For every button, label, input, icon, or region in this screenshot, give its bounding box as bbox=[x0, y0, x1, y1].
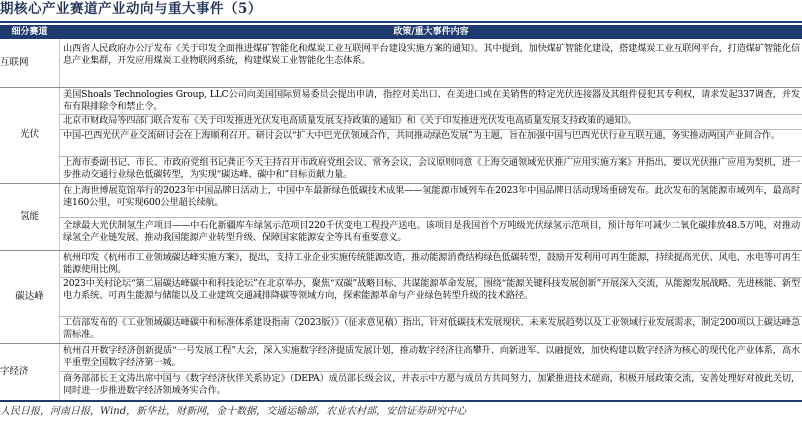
row-divider bbox=[60, 371, 802, 372]
section-divider bbox=[0, 250, 802, 251]
category-photovoltaic: 光伏 bbox=[19, 129, 39, 140]
category-industrial-internet: 互联网 bbox=[0, 57, 29, 68]
table-row: 山西省人民政府办公厅发布《关于印发全面推进煤矿智能化和煤炭工业互联网平台建设实施方案的通知》。其中提到，加快煤矿智能化建设，搭建煤炭工业互联网平台，打造煤矿智能化信息产业集群，开发应用煤炭工业物联网系统，构建煤炭工业智能化生态体系。 bbox=[63, 43, 800, 66]
table-row: 北京市财政局等四部门联合发布《关于印发推进光伏发电高质量发展支持政策的通知》和《关于印发推进光伏发电高质量发展支持政策的通知》。 bbox=[63, 115, 637, 126]
header-content: 政策/重大事件内容 bbox=[393, 27, 469, 37]
column-divider bbox=[59, 39, 60, 400]
table-row: 杭州印发《杭州市工业领域碳达峰实施方案》，提出，支持工业企业实施传统能源改造，推动能源消费结构绿色低碳转型，鼓励开发利用可再生能源，持续提高光伏、风电、水电等可再生能源使用比例。 bbox=[63, 252, 800, 275]
row-divider bbox=[60, 217, 802, 218]
source-note: 人民日报，河南日报，Wind，新华社，财新网，金十数据，交通运输部，农业农村部，安信证券研究中心 bbox=[0, 406, 467, 417]
table-row: 商务部部长王文涛出席中国与《数字经济伙伴关系协定》（DEPA）成员部长级会议，并表示中方愿与成员方共同努力，加紧推进技术磋商，积极开展政策交流，安善处理好对彼此关切，同时进一步推进数字经济领域务实合作。 bbox=[63, 373, 800, 396]
table-row: 上海市委副书记、市长、市政府党组书记龚正今天主持召开市政府党组会议、常务会议，会议原则同意《上海交通领域光伏推广应用实施方案》并指出，要以光伏推广应用为契机，进一步推动交通行业绿色低碳转型，为实现“碳达峰、碳中和”目标贡献力量。 bbox=[63, 157, 800, 180]
table-row: 全球最大光伏制氢生产项目——中石化新疆库车绿氢示范项目220千伏变电工程投产送电。该项目是我国首个万吨级光伏绿氢示范项目，预计每年可减少二氧化碳排放48.5万吨，对推动绿氢全产业链发展、推动我国能源产业转型升级、保障国家能源安全等具有重要意义。 bbox=[63, 220, 800, 243]
section-divider bbox=[0, 183, 802, 184]
table-row: 在上海世博展览馆举行的2023年中国品牌日活动上，中国中车最新绿色低碳技术成果——氢能源市域列车在2023年中国品牌日活动现场重磅发布。此次发布的氢能源市域列车，最高时速160公里，可实现600公里超长续航。 bbox=[63, 185, 800, 208]
table-row: 美国Shoals Technologies Group, LLC公司向美国国际贸易委员会提出申请，指控对美出口、在美进口或在美销售的特定光伏连接器及其组件侵犯其专利权，请求发起337调查，并发布有限排除令和禁止令。 bbox=[63, 89, 800, 112]
section-divider bbox=[0, 87, 802, 88]
section-divider bbox=[0, 343, 802, 344]
title-divider bbox=[0, 21, 802, 23]
table-row: 中国-巴西光伏产业交流研讨会在上海顺利召开。研讨会以“扩大中巴光伏领域合作，共同推动绿色发展”为主题，旨在加强中国与巴西光伏行业互联互通，务实推动两国产业间合作。 bbox=[63, 130, 780, 141]
table-header bbox=[0, 25, 802, 39]
page-title: 期核心产业赛道产业动向与重大事件（5） bbox=[0, 1, 262, 17]
category-carbon-peak: 碳达峰 bbox=[15, 290, 44, 302]
header-category: 细分赛道 bbox=[11, 27, 48, 37]
table-row: 工信部发布的《工业领域碳达峰碳中和标准体系建设指南（2023版）》（征求意见稿）指出，针对低碳技术发展现状、未来发展趋势以及工业领域行业发展需求，制定200项以上碳达峰急需标准。 bbox=[63, 317, 800, 340]
category-hydrogen: 氢能 bbox=[19, 210, 39, 222]
table-row: 杭州召开数字经济创新提质“一号发展工程”大会，深入实施数字经济提质发展计划，推动数字经济往高攀升、向新进军、以融提效，加快构建以数字经济为核心的现代化产业体系，高水平重塑全国数字经济第一城。 bbox=[63, 345, 800, 368]
table-bottom-rule bbox=[0, 400, 802, 402]
table-row: 2023中关村论坛“第二届碳达峰碳中和科技论坛”在北京举办，聚焦“双碳”战略目标、共谋能源革命发展，围绕“能源关键科技发展创新”开展深入交流，从能源发展战略、先进核能、新型电力系统、可再生能源与储能以及工业建筑交通减排降碳等领域方向，探索能源革命与产业绿色转型升级的技术路径。 bbox=[63, 278, 800, 301]
category-digital-economy: 字经济 bbox=[0, 365, 29, 377]
